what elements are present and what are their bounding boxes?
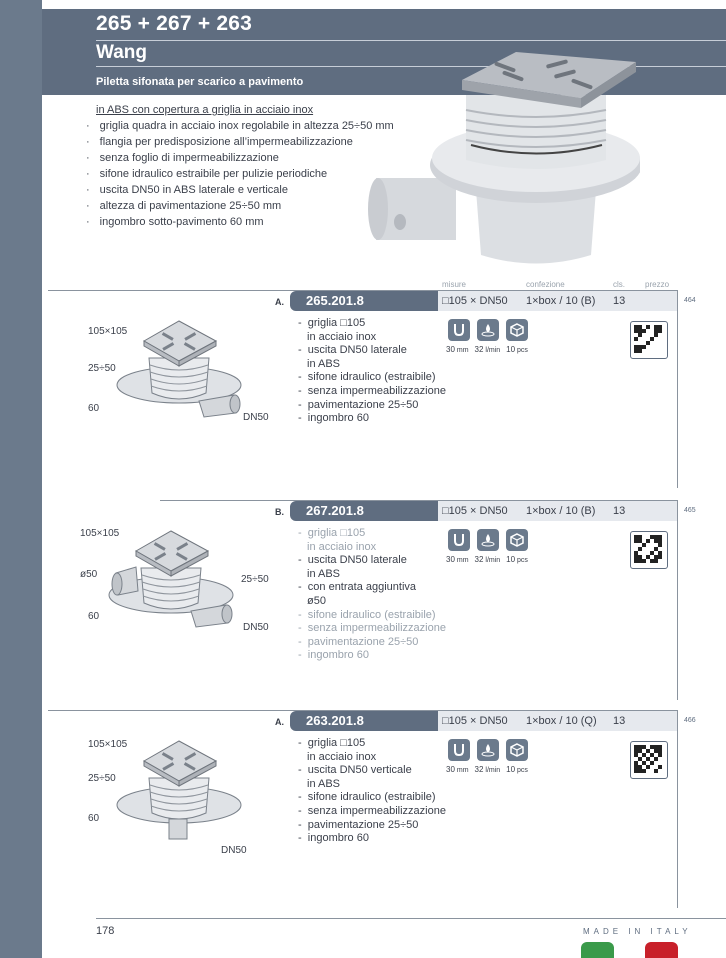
- spec-line-cont: ø50: [307, 594, 326, 607]
- dim-underfloor: 60: [88, 403, 100, 414]
- section-rule: [677, 500, 678, 700]
- header-divider: [96, 40, 726, 41]
- spec-line: - ingombro 60: [298, 649, 369, 662]
- variant-letter: A.: [275, 717, 284, 727]
- feature-icons: [448, 739, 528, 761]
- product-description: Piletta sifonata per scarico a pavimento: [96, 76, 304, 88]
- spec-line: - senza impermeabilizzazione: [298, 384, 446, 397]
- hero-product-image: [366, 50, 640, 275]
- spec-line: - uscita DN50 verticale: [298, 764, 412, 777]
- qr-code[interactable]: [630, 531, 668, 569]
- dim-grid: 105×105: [88, 326, 128, 337]
- page-reference: 466: [684, 717, 696, 724]
- flag-green: [581, 942, 614, 958]
- section-rule: [677, 710, 678, 908]
- package-icon: [506, 739, 528, 761]
- product-info-bar: [438, 501, 677, 521]
- spec-line-cont: in acciaio inox: [307, 750, 377, 763]
- spec-line: - griglia □105: [298, 317, 366, 329]
- spec-line: - pavimentazione 25÷50: [298, 818, 419, 831]
- spec-line: - uscita DN50 laterale: [298, 344, 407, 357]
- dim-grid: 105×105: [88, 739, 128, 750]
- spec-line: - ingombro 60: [298, 412, 369, 425]
- product-info-bar: [438, 291, 677, 311]
- drawing-wrapper: [104, 733, 254, 848]
- spec-line: - uscita DN50 laterale: [298, 554, 407, 567]
- left-sidebar-strip: [0, 0, 42, 958]
- product-drawing: [96, 523, 246, 633]
- page-reference: 465: [684, 507, 696, 514]
- spec-line: - pavimentazione 25÷50: [298, 635, 419, 648]
- dim-outlet: DN50: [243, 622, 269, 633]
- dim-height: 25÷50: [241, 574, 269, 585]
- cls-value: 13: [613, 715, 626, 727]
- flow-rate-icon: [477, 739, 499, 761]
- flow-rate-icon: [477, 529, 499, 551]
- spec-line: - con entrata aggiuntiva: [298, 581, 417, 594]
- footer-rule: [96, 918, 726, 919]
- confezione-value: 1×box / 10 (Q): [526, 715, 597, 727]
- col-cls: cls.: [613, 280, 625, 289]
- col-confezione: confezione: [526, 280, 565, 289]
- spec-line-cont: in ABS: [307, 777, 341, 790]
- spec-line: - griglia □105: [298, 527, 366, 539]
- dim-inlet: ø50: [80, 569, 98, 580]
- spec-line: - ingombro 60: [298, 832, 369, 845]
- confezione-value: 1×box / 10 (B): [526, 295, 596, 307]
- dim-underfloor: 60: [88, 813, 100, 824]
- misure-value: □105 × DN50: [442, 715, 508, 727]
- spec-line: - sifone idraulico (estraibile): [298, 791, 436, 804]
- spec-line: - sifone idraulico (estraibile): [298, 608, 436, 621]
- spec-list: [298, 527, 448, 663]
- qr-code[interactable]: [630, 741, 668, 779]
- page-title: 265 + 267 + 263: [96, 12, 252, 35]
- dim-underfloor: 60: [88, 611, 100, 622]
- intro-first-line: in ABS con copertura a griglia in acciaio inox: [96, 104, 314, 116]
- variant-letter: A.: [275, 297, 284, 307]
- siphon-height-icon: [448, 529, 470, 551]
- section-rule: [677, 290, 678, 488]
- col-misure: misure: [442, 280, 467, 289]
- made-in-italy: MADE IN ITALY: [583, 927, 692, 936]
- confezione-value: 1×box / 10 (B): [526, 505, 596, 517]
- flag-red: [645, 942, 678, 958]
- spec-line: - sifone idraulico (estraibile): [298, 371, 436, 384]
- dim-height: 25÷50: [88, 773, 116, 784]
- spec-list: [298, 317, 448, 426]
- spec-line-cont: in ABS: [307, 357, 341, 370]
- page-reference: 464: [684, 297, 696, 304]
- spec-line-cont: in ABS: [307, 567, 341, 580]
- dim-height: 25÷50: [88, 363, 116, 374]
- qr-code[interactable]: [630, 321, 668, 359]
- drawing-wrapper: [96, 523, 246, 638]
- flow-rate-icon: [477, 319, 499, 341]
- cls-value: 13: [613, 295, 626, 307]
- col-prezzo: prezzo: [645, 280, 670, 289]
- variant-letter: B.: [275, 507, 284, 517]
- feature-item: · flangia per predisposizione all’impermeabilizzazione: [86, 136, 353, 148]
- icon-labels: 30 mm 32 l/min 10 pcs: [446, 345, 528, 354]
- spec-line: - griglia □105: [298, 737, 366, 749]
- icon-labels: 30 mm 32 l/min 10 pcs: [446, 555, 528, 564]
- feature-item: · griglia quadra in acciaio inox regolabile in altezza 25÷50 mm: [86, 120, 394, 132]
- spec-line: - senza impermeabilizzazione: [298, 622, 446, 635]
- cls-value: 13: [613, 505, 626, 517]
- product-code: 263.201.8: [290, 711, 438, 731]
- product-code: 265.201.8: [290, 291, 438, 311]
- siphon-height-icon: [448, 739, 470, 761]
- dim-outlet: DN50: [243, 412, 269, 423]
- feature-item: · senza foglio di impermeabilizzazione: [86, 152, 279, 164]
- page-number: 178: [96, 925, 115, 937]
- misure-value: □105 × DN50: [442, 505, 508, 517]
- package-icon: [506, 529, 528, 551]
- dim-grid: 105×105: [80, 528, 120, 539]
- misure-value: □105 × DN50: [442, 295, 508, 307]
- product-family: Wang: [96, 42, 148, 63]
- spec-line: - pavimentazione 25÷50: [298, 398, 419, 411]
- feature-item: · altezza di pavimentazione 25÷50 mm: [86, 200, 282, 212]
- feature-icons: [448, 529, 528, 551]
- feature-item: · sifone idraulico estraibile per pulizie periodiche: [86, 168, 328, 180]
- spec-line-cont: in acciaio inox: [307, 330, 377, 343]
- spec-list: [298, 737, 448, 846]
- package-icon: [506, 319, 528, 341]
- feature-item: · uscita DN50 in ABS laterale e verticale: [86, 184, 288, 196]
- feature-icons: [448, 319, 528, 341]
- spec-line-cont: in acciaio inox: [307, 540, 377, 553]
- product-info-bar: [438, 711, 677, 731]
- spec-line: - senza impermeabilizzazione: [298, 804, 446, 817]
- siphon-height-icon: [448, 319, 470, 341]
- icon-labels: 30 mm 32 l/min 10 pcs: [446, 765, 528, 774]
- dim-outlet: DN50: [221, 845, 247, 856]
- product-code: 267.201.8: [290, 501, 438, 521]
- feature-item: · ingombro sotto-pavimento 60 mm: [86, 216, 264, 228]
